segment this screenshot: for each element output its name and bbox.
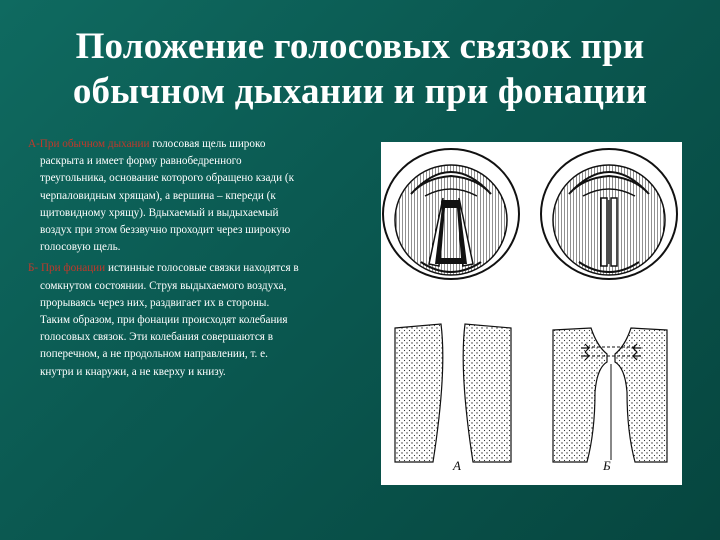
paragraph-b-text: истинные голосовые связки находятся в сомкнутом состоянии. Струя выдыхаемого воздуха, прорываясь через них, раздвигает их в стороны. Таким образом, при фонации происходят колебания голосовых связок. Эти колебания совершаются в поперечном, а не продольном направлении, т. е. кнутри и кнаружи, а не кверху и книзу. xyxy=(40,262,299,378)
label-a: А xyxy=(453,458,461,473)
section-phonation xyxy=(553,328,667,462)
title-line-2: обычном дыхании и при фонации xyxy=(72,71,648,112)
paragraph-a xyxy=(28,136,300,256)
paragraph-b-lead: Б- При фонации xyxy=(28,262,106,275)
paragraph-a-text: голосовая щель широко раскрыта и имеет форму равнобедренного треугольника, основание которого обращено кзади (к черпаловидным хрящам), а вершина – кпереди (к щитовидному хрящу). Вдыхаемый и выдыхаемый воздух при этом беззвучно проходит через широкую голосовую щель. xyxy=(40,138,295,254)
paragraph-b xyxy=(28,260,300,380)
larynx-figure xyxy=(381,142,682,485)
body-text xyxy=(28,136,300,385)
paragraph-a-lead: А-При обычном дыхании xyxy=(28,138,150,150)
section-breathing xyxy=(395,324,511,462)
larynx-view-breathing xyxy=(383,149,519,279)
title-line-1: Положение голосовых связок при xyxy=(75,26,645,67)
larynx-view-phonation xyxy=(541,149,677,279)
label-b: Б xyxy=(603,458,611,473)
slide-title xyxy=(0,24,720,114)
